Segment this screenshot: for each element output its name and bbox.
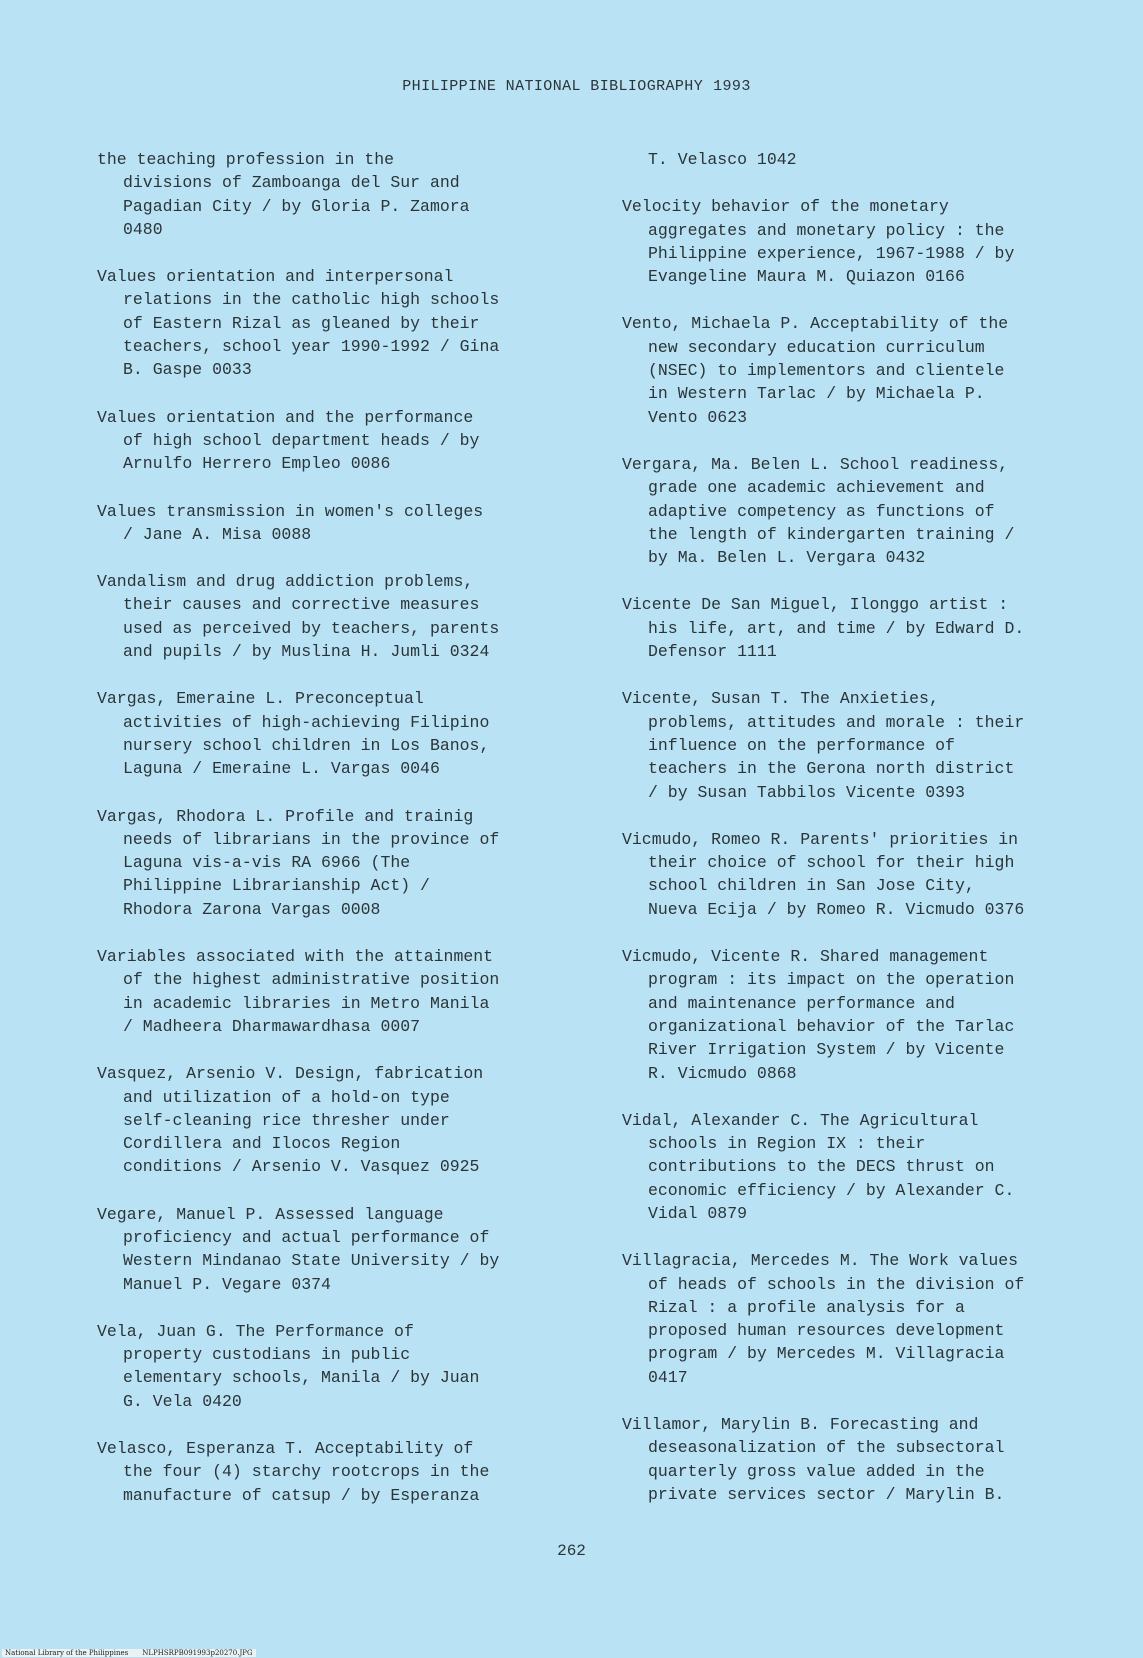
- page-header: [0, 78, 1143, 95]
- bibliography-entry: Villamor, Marylin B. Forecasting and deseasonalization of the subsectoral quarterly gross value added in the private services sector / Marylin B.: [622, 1415, 1005, 1504]
- bibliography-title: PHILIPPINE NATIONAL BIBLIOGRAPHY: [402, 78, 704, 95]
- bibliography-entry: Velocity behavior of the monetary aggregates and monetary policy : the Philippine experience, 1967-1988 / by Evangeline Maura M. Quiazon 0166: [622, 197, 1015, 287]
- right-column: [622, 148, 1132, 1506]
- bibliography-entry: Vergara, Ma. Belen L. School readiness, grade one academic achievement and adaptive competency as functions of the length of kindergarten training / by Ma. Belen L. Vergara 0432: [622, 454, 1015, 568]
- left-column: [97, 148, 597, 1507]
- bibliography-entry: Vasquez, Arsenio V. Design, fabrication and utilization of a hold-on type self-cleaning rice thresher under Cordillera and Ilocos Region conditions / Arsenio V. Vasquez 0925: [97, 1064, 484, 1177]
- bibliography-entry: Vegare, Manuel P. Assessed language proficiency and actual performance of Western Mindanao State University / by Manuel P. Vegare 0374: [97, 1204, 500, 1294]
- bibliography-entry: Vargas, Rhodora L. Profile and trainig needs of librarians in the province of Laguna vis-a-vis RA 6966 (The Philippine Librarianship Act) / Rhodora Zarona Vargas 0008: [97, 806, 500, 919]
- bibliography-entry: Vandalism and drug addiction problems, their causes and corrective measures used as perceived by teachers, parents and pupils / by Muslina H. Jumli 0324: [97, 572, 500, 662]
- bibliography-entry: Vicmudo, Romeo R. Parents' priorities in their choice of school for their high school children in San Jose City, Nueva Ecija / by Romeo R. Vicmudo 0376: [622, 829, 1025, 919]
- bibliography-entry: Velasco, Esperanza T. Acceptability of the four (4) starchy rootcrops in the manufacture of catsup / by Esperanza: [97, 1439, 490, 1505]
- bibliography-entry: Vicmudo, Vicente R. Shared management program : its impact on the operation and maintenance performance and organizational behavior of the Tarlac River Irrigation System / by Vicente R. Vicmudo 0868: [622, 947, 1015, 1083]
- bibliography-entry: the teaching profession in the divisions of Zamboanga del Sur and Pagadian City / by Gloria P. Zamora 0480: [97, 150, 470, 239]
- bibliography-entry: Vicente De San Miguel, Ilonggo artist : his life, art, and time / by Edward D. Defensor 1111: [622, 595, 1025, 662]
- bibliography-year: 1993: [713, 78, 751, 95]
- entry-continuation: T. Velasco 1042: [648, 150, 797, 169]
- bibliography-entry: Vicente, Susan T. The Anxieties, problems, attitudes and morale : their influence on the performance of teachers in the Gerona north district / by Susan Tabbilos Vicente 0393: [622, 689, 1025, 802]
- bibliography-entry: Villagracia, Mercedes M. The Work values of heads of schools in the division of Rizal : a profile analysis for a proposed human resources development program / by Mercedes M. Villagracia 0417: [622, 1251, 1025, 1387]
- scan-footer: [2, 1649, 256, 1657]
- bibliography-entry: Variables associated with the attainment of the highest administrative position in academic libraries in Metro Manila / Madheera Dharmawardhasa 0007: [97, 947, 500, 1036]
- footer-library: National Library of the Philippines: [5, 1649, 129, 1657]
- bibliography-entry: Values orientation and the performance of high school department heads / by Arnulfo Herrero Empleo 0086: [97, 407, 480, 474]
- bibliography-entry: Vargas, Emeraine L. Preconceptual activities of high-achieving Filipino nursery school children in Los Banos, Laguna / Emeraine L. Vargas 0046: [97, 689, 490, 779]
- bibliography-entry: Values orientation and interpersonal relations in the catholic high schools of Eastern Rizal as gleaned by their teachers, school year 1990-1992 / Gina B. Gaspe 0033: [97, 267, 500, 380]
- bibliography-entry: Values transmission in women's colleges / Jane A. Misa 0088: [97, 501, 484, 544]
- bibliography-entry: Vento, Michaela P. Acceptability of the new secondary education curriculum (NSEC) to implementors and clientele in Western Tarlac / by Michaela P. Vento 0623: [622, 314, 1009, 427]
- footer-filename: NLPHSRPB091993p20270.JPG: [142, 1649, 253, 1657]
- page-number: 262: [557, 1542, 586, 1560]
- bibliography-entry: Vela, Juan G. The Performance of property custodians in public elementary schools, Manila / by Juan G. Vela 0420: [97, 1321, 480, 1411]
- bibliography-entry: Vidal, Alexander C. The Agricultural schools in Region IX : their contributions to the DECS thrust on economic efficiency / by Alexander C. Vidal 0879: [622, 1110, 1015, 1223]
